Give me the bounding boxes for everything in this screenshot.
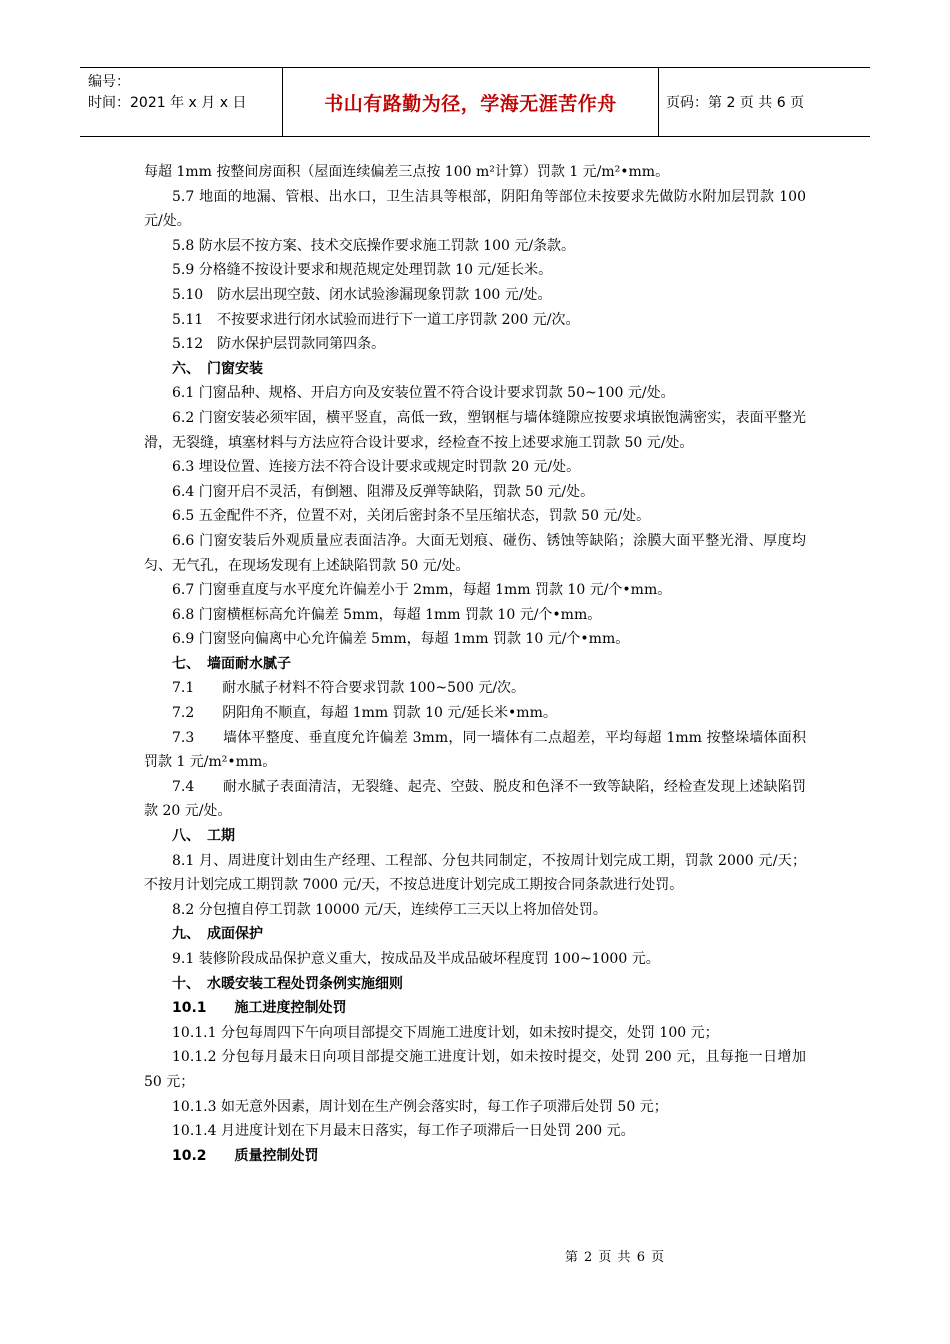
subsection-heading: 10.2 质量控制处罚 xyxy=(172,1147,319,1164)
document-time-label: 时间：2021 年 x 月 x 日 xyxy=(88,95,247,111)
document-body xyxy=(144,160,806,1168)
header-meta xyxy=(80,68,283,136)
paragraph: 5.9 分格缝不按设计要求和规范规定处理罚款 10 元/延长米。 xyxy=(172,262,553,279)
section-heading: 六、 门窗安装 xyxy=(172,360,263,377)
paragraph: 9.1 装修阶段成品保护意义重大，按成品及半成品破坏程度罚 100~1000 元。 xyxy=(172,951,660,967)
paragraph: 7.2 阴阳角不顺直，每超 1mm 罚款 10 元/延长米•mm。 xyxy=(172,705,557,722)
section-heading: 八、 工期 xyxy=(172,828,235,845)
paragraph: 6.4 门窗开启不灵活，有倒翘、阻滞及反弹等缺陷，罚款 50 元/处。 xyxy=(172,483,595,500)
paragraph: 10.1.1 分包每周四下午向项目部提交下周施工进度计划，如未按时提交，处罚 100 元； xyxy=(172,1024,719,1041)
paragraph: 5.7 地面的地漏、管根、出水口，卫生洁具等根部，阴阳角等部位未按要求先做防水附加层罚款 100 元/处。 xyxy=(144,188,806,230)
paragraph: 10.1.4 月进度计划在下月最末日落实，每工作子项滞后一日处罚 200 元。 xyxy=(172,1123,635,1140)
paragraph: 6.9 门窗竖向偏离中心允许偏差 5mm，每超 1mm 罚款 10 元/个•mm。 xyxy=(172,631,630,648)
paragraph: 7.4 耐水腻子表面清洁，无裂缝、起壳、空鼓、脱皮和色泽不一致等缺陷，经检查发现上述缺陷罚款 20 元/处。 xyxy=(144,778,806,820)
paragraph: 6.5 五金配件不齐，位置不对，关闭后密封条不呈压缩状态，罚款 50 元/处。 xyxy=(172,508,651,525)
paragraph: 10.1.3 如无意外因素，周计划在生产例会落实时，每工作子项滞后处罚 50 元； xyxy=(172,1098,668,1115)
paragraph: 5.12 防水保护层罚款同第四条。 xyxy=(172,336,386,353)
paragraph: 6.2 门窗安装必须牢固，横平竖直，高低一致，塑钢框与墙体缝隙应按要求填嵌饱满密实，表面平整光滑，无裂缝，填塞材料与方法应符合设计要求，经检查不按上述要求施工罚款 50 元/处。 xyxy=(144,409,806,451)
section-heading: 九、 成面保护 xyxy=(172,926,263,943)
paragraph: 5.11 不按要求进行闭水试验而进行下一道工序罚款 200 元/次。 xyxy=(172,311,580,328)
section-heading: 七、 墙面耐水腻子 xyxy=(172,655,291,672)
paragraph: 8.2 分包擅自停工罚款 10000 元/天，连续停工三天以上将加倍处罚。 xyxy=(172,901,607,918)
paragraph: 7.3 墙体平整度、垂直度允许偏差 3mm，同一墙体有二点超差，平均每超 1mm 按整垛墙体面积罚款 1 元/m²•mm。 xyxy=(144,729,806,771)
document-number-label: 编号： xyxy=(88,74,130,90)
paragraph: 5.10 防水层出现空鼓、闭水试验渗漏现象罚款 100 元/处。 xyxy=(172,286,552,303)
paragraph: 6.7 门窗垂直度与水平度允许偏差小于 2mm，每超 1mm 罚款 10 元/个•mm。 xyxy=(172,582,672,599)
paragraph: 7.1 耐水腻子材料不符合要求罚款 100~500 元/次。 xyxy=(172,680,526,697)
paragraph: 每超 1mm 按整间房面积（屋面连续偏差三点按 100 m²计算）罚款 1 元/m²•mm。 xyxy=(144,164,670,180)
paragraph: 8.1 月、周进度计划由生产经理、工程部、分包共同制定，不按周计划完成工期，罚款 2000 元/天；不按月计划完成工期罚款 7000 元/天，不按总进度计划完成工期按合同条款进行处罚。 xyxy=(144,852,806,894)
paragraph: 5.8 防水层不按方案、技术交底操作要求施工罚款 100 元/条款。 xyxy=(172,237,576,254)
paragraph: 6.8 门窗横框标高允许偏差 5mm，每超 1mm 罚款 10 元/个•mm。 xyxy=(172,606,602,623)
section-heading: 十、 水暖安装工程处罚条例实施细则 xyxy=(172,975,403,992)
paragraph: 10.1.2 分包每月最末日向项目部提交施工进度计划，如未按时提交，处罚 200 元，且每拖一日增加 50 元； xyxy=(144,1049,806,1090)
paragraph: 6.3 埋设位置、连接方法不符合设计要求或规定时罚款 20 元/处。 xyxy=(172,459,581,476)
page-footer: 第 2 页 共 6 页 xyxy=(564,1250,666,1265)
header-page-number: 页码：第 2 页 共 6 页 xyxy=(666,95,805,111)
paragraph: 6.1 门窗品种、规格、开启方向及安装位置不符合设计要求罚款 50~100 元/处。 xyxy=(172,385,675,402)
header-motto: 书山有路勤为径，学海无涯苦作舟 xyxy=(283,68,659,136)
subsection-heading: 10.1 施工进度控制处罚 xyxy=(172,1000,347,1017)
paragraph: 6.6 门窗安装后外观质量应表面洁净。大面无划痕、碰伤、锈蚀等缺陷；涂膜大面平整光滑、厚度均匀、无气孔，在现场发现有上述缺陷罚款 50 元/处。 xyxy=(144,532,806,574)
page-header xyxy=(80,67,870,137)
